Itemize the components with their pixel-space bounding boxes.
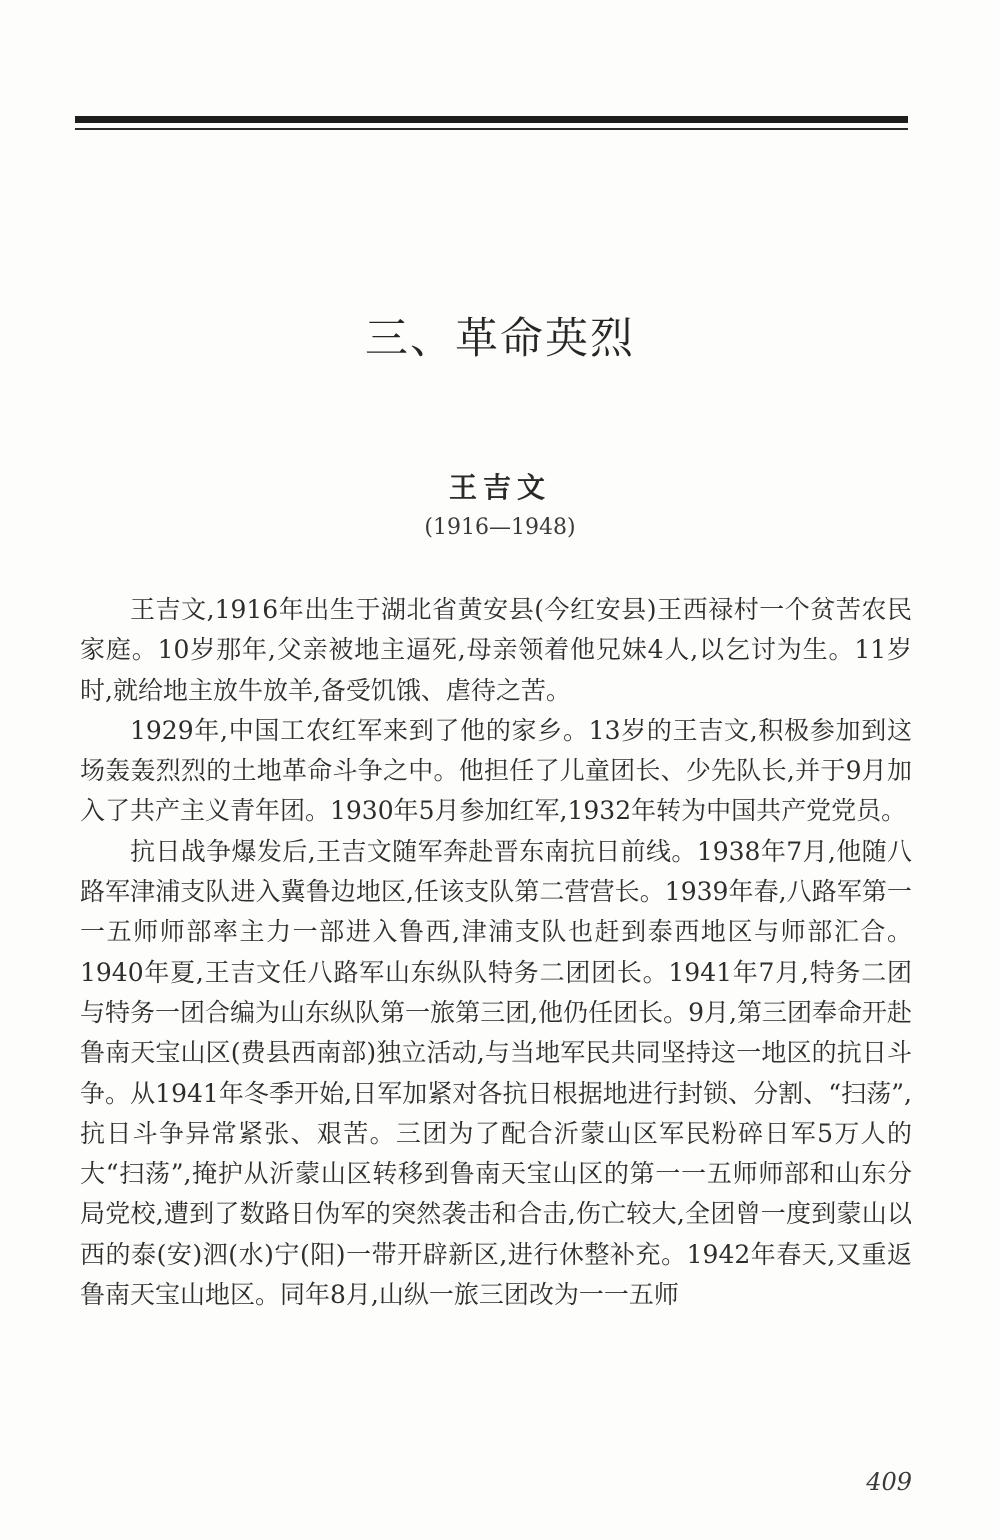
- person-dates: (1916—1948): [424, 515, 576, 540]
- paragraph: 1929年,中国工农红军来到了他的家乡。13岁的王吉文,积极参加到这场轰轰烈烈的土地革命斗争之中。他担任了儿童团长、少先队长,并于9月加入了共产主义青年团。1930年5月参加红军,1932年转为中国共产党党员。: [80, 715, 912, 826]
- paragraph: 抗日战争爆发后,王吉文随军奔赴晋东南抗日前线。1938年7月,他随八路军津浦支队进入冀鲁边地区,任该支队第二营营长。1939年春,八路军第一一五师师部率主力一部进入鲁西,津浦支队也赶到泰西地区与师部汇合。1940年夏,王吉文任八路军山东纵队特务二团团长。1941年7月,特务二团与特务一团合编为山东纵队第一旅第三团,他仍任团长。9月,第三团奉命开赴鲁南天宝山区(费县西南部)独立活动,与当地军民共同坚持这一地区的抗日斗争。从1941年冬季开始,日军加紧对各抗日根据地进行封锁、分割、“扫荡”,抗日斗争异常紧张、艰苦。三团为了配合沂蒙山区军民粉碎日军5万人的大“扫荡”,掩护从沂蒙山区转移到鲁南天宝山区的第一一五师师部和山东分局党校,遭到了数路日伪军的突然袭击和合击,伤亡较大,全团曾一度到蒙山以西的泰(安)泗(水)宁(阳)一带开辟新区,进行休整补充。1942年春天,又重返鲁南天宝山地区。同年8月,山纵一旅三团改为一一五师: [80, 836, 912, 1310]
- person-name: 王吉文: [448, 471, 551, 504]
- paragraph: 王吉文,1916年出生于湖北省黄安县(今红安县)王西禄村一个贫苦农民家庭。10岁那年,父亲被地主逼死,母亲领着他兄妹4人,以乞讨为生。11岁时,就给地主放牛放羊,备受饥饿、虐待之苦。: [80, 595, 912, 705]
- page-number: 409: [866, 1468, 912, 1496]
- header-rule-thin: [75, 128, 908, 130]
- header-rule-thick: [75, 116, 908, 123]
- chapter-title: 三、革命英烈: [365, 314, 635, 364]
- article-body: [80, 590, 912, 1315]
